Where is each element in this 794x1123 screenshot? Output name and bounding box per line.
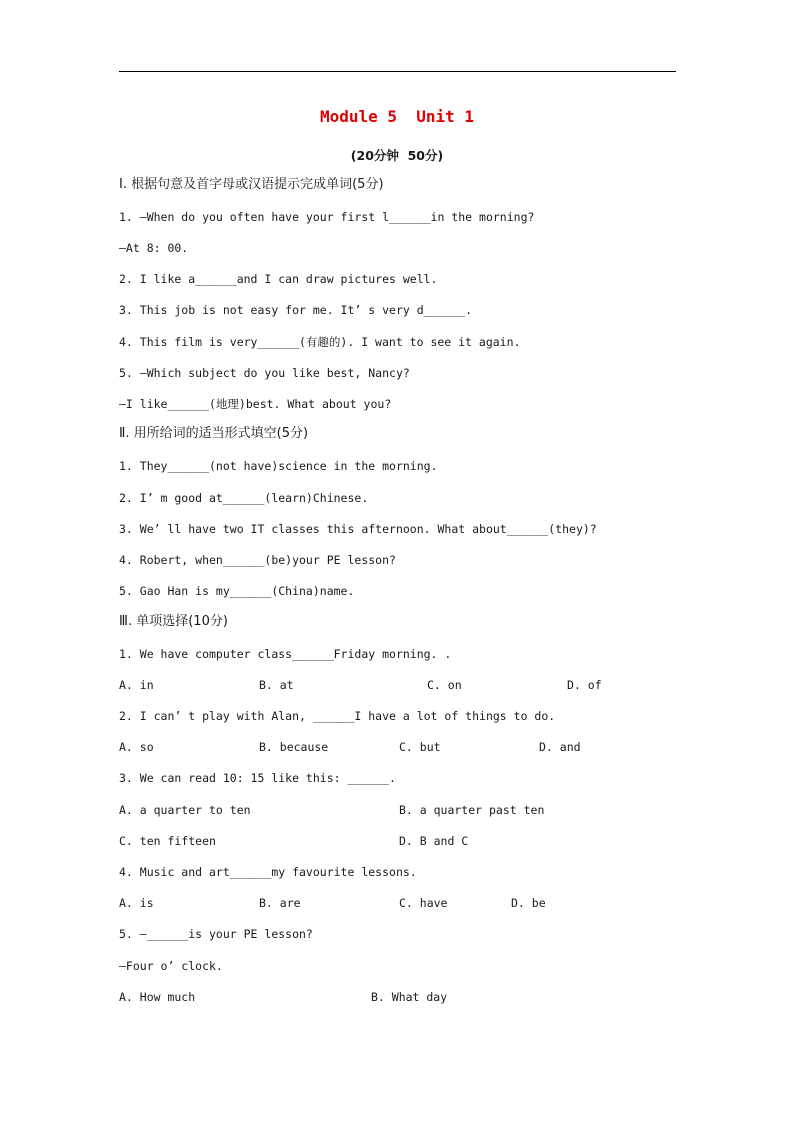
option-c: C. on: [427, 678, 462, 692]
section-heading: Ⅰ. 根据句意及首字母或汉语提示完成单词(5分): [119, 177, 384, 192]
question-line: —At 8: 00.: [119, 241, 189, 255]
question-stem: 3. We can read 10: 15 like this: ______.: [119, 771, 396, 785]
answer-line: —Four o’ clock.: [119, 959, 223, 973]
option-b: B. at: [259, 678, 294, 692]
question-line: 1. They______(not have)science in the morning.: [119, 459, 438, 473]
question-line: —I like______(地理)best. What about you?: [119, 397, 392, 411]
question-line: 2. I’ m good at______(learn)Chinese.: [119, 491, 369, 505]
option-b: B. What day: [371, 990, 448, 1004]
option-d: D. and: [539, 740, 581, 754]
question-stem: 5. —______is your PE lesson?: [119, 927, 313, 941]
page-title: Module 5 Unit 1: [319, 107, 475, 126]
option-a: A. in: [119, 678, 154, 692]
option-b: B. a quarter past ten: [399, 803, 545, 817]
option-a: A. How much: [119, 990, 196, 1004]
question-stem: 1. We have computer class______Friday morning. .: [119, 647, 452, 661]
question-line: 3. We’ ll have two IT classes this afternoon. What about______(they)?: [119, 522, 597, 536]
option-c: C. have: [399, 896, 448, 910]
option-d: D. B and C: [399, 834, 469, 848]
option-b: B. are: [259, 896, 301, 910]
option-a: A. so: [119, 740, 154, 754]
option-a: A. is: [119, 896, 154, 910]
section-heading: Ⅱ. 用所给词的适当形式填空(5分): [119, 426, 309, 441]
question-line: 5. Gao Han is my______(China)name.: [119, 584, 355, 598]
question-stem: 4. Music and art______my favourite lessons.: [119, 865, 417, 879]
section-heading: Ⅲ. 单项选择(10分): [119, 614, 228, 629]
question-stem: 2. I can’ t play with Alan, ______I have a lot of things to do.: [119, 709, 556, 723]
header-rule: [119, 71, 676, 72]
question-line: 4. Robert, when______(be)your PE lesson?: [119, 553, 396, 567]
question-line: 1. —When do you often have your first l______in the morning?: [119, 210, 535, 224]
option-c: C. ten fifteen: [119, 834, 216, 848]
option-b: B. because: [259, 740, 329, 754]
option-a: A. a quarter to ten: [119, 803, 251, 817]
question-line: 3. This job is not easy for me. It’ s very d______.: [119, 303, 473, 317]
question-line: 5. —Which subject do you like best, Nancy?: [119, 366, 410, 380]
page-subtitle: (20分钟 50分): [350, 148, 444, 163]
option-d: D. be: [511, 896, 546, 910]
question-line: 4. This film is very______(有趣的). I want to see it again.: [119, 335, 521, 349]
option-d: D. of: [567, 678, 602, 692]
question-line: 2. I like a______and I can draw pictures well.: [119, 272, 438, 286]
option-c: C. but: [399, 740, 441, 754]
